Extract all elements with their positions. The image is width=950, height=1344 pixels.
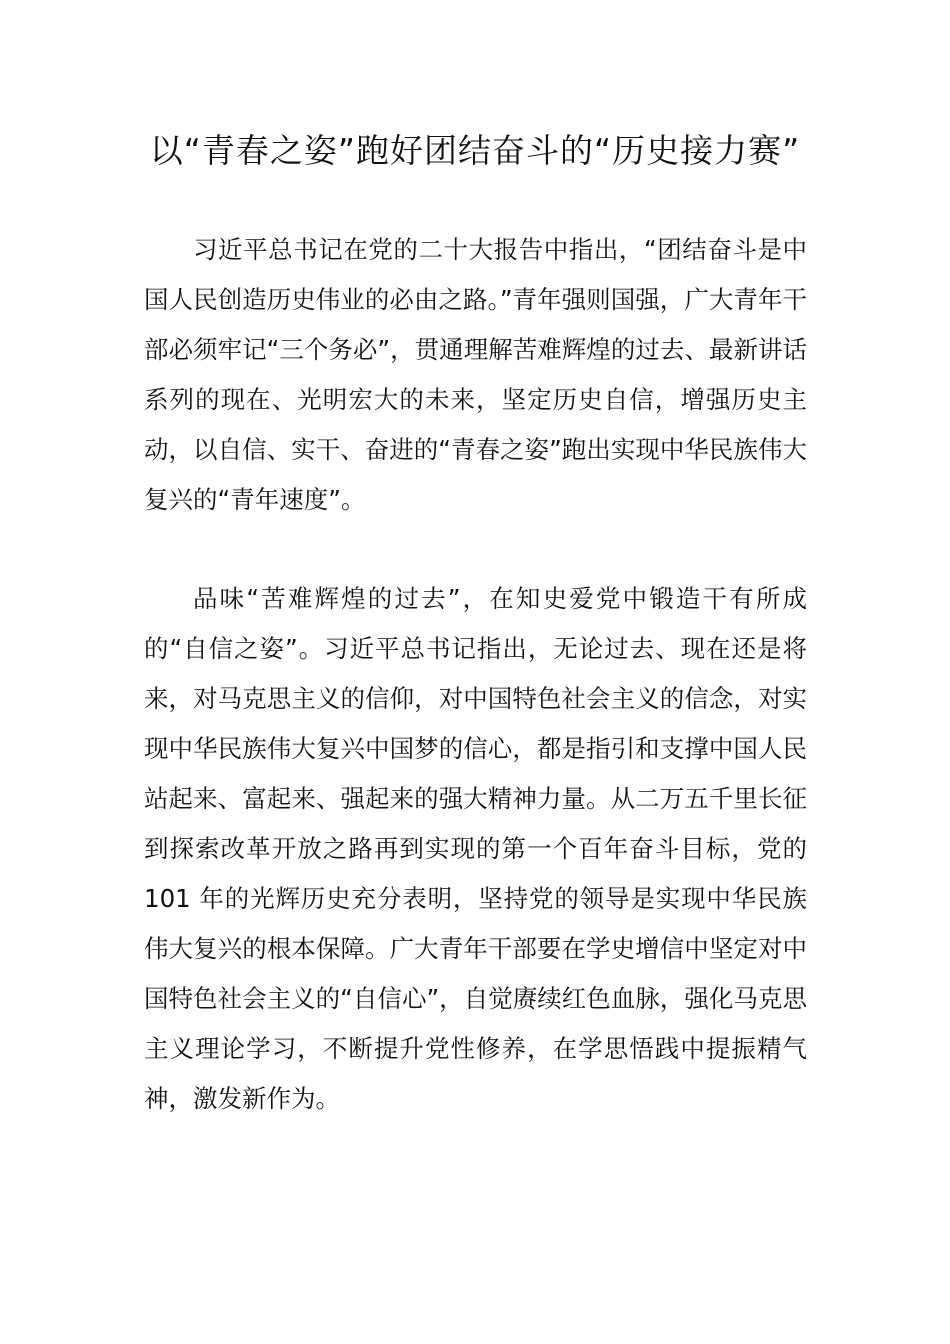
- document-title: 以“青春之姿”跑好团结奋斗的“历史接力赛”: [149, 131, 801, 170]
- paragraph-confidence: 品味“苦难辉煌的过去”，在知史爱党中锻造干有所成的“自信之姿”。习近平总书记指出，无论过去、现在还是将来，对马克思主义的信仰，对中国特色社会主义的信念，对实现中华民族伟大复兴中国梦的信心，都是指引和支撑中国人民站起来、富起来、强起来的强大精神力量。从二万五千里长征到探索改革开放之路再到实现的第一个百年奋斗目标，党的 101 年的光辉历史充分表明，坚持党的领导是实现中华民族伟大复兴的根本保障。广大青年干部要在学史增信中坚定对中国特色社会主义的“自信心”，自觉赓续红色血脉，强化马克思主义理论学习，不断提升党性修养，在学思悟践中提振精气神，激发新作为。: [144, 584, 807, 1113]
- paragraph-intro: 习近平总书记在党的二十大报告中指出，“团结奋斗是中国人民创造历史伟业的必由之路。”青年强则国强，广大青年干部必须牢记“三个务必”，贯通理解苦难辉煌的过去、最新讲话系列的现在、光明宏大的未来，坚定历史自信，增强历史主动，以自信、实干、奋进的“青春之姿”跑出实现中华民族伟大复兴的“青年速度”。: [144, 235, 807, 514]
